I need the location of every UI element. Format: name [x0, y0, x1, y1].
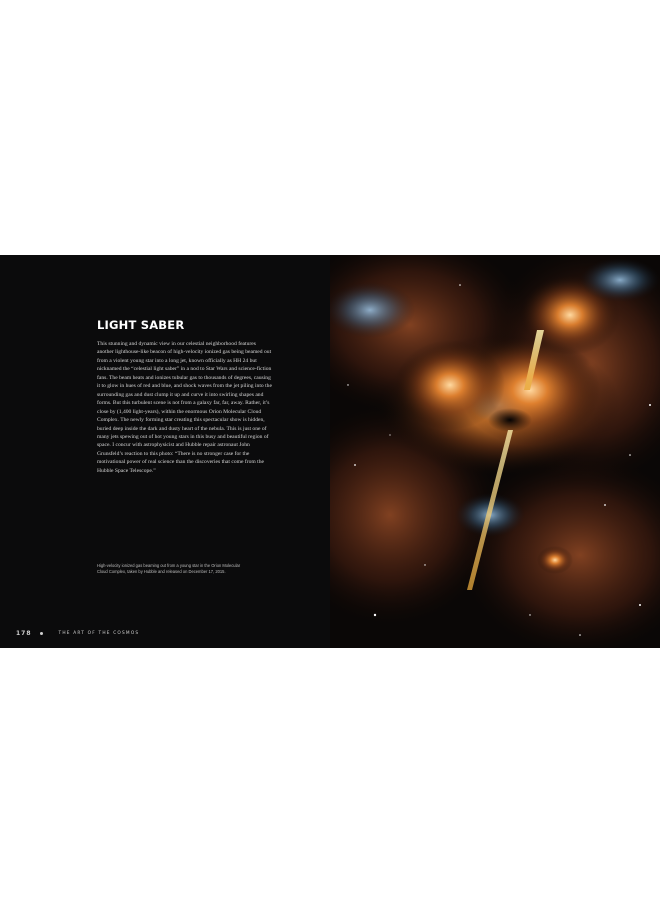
page-footer	[16, 628, 139, 638]
article-title: LIGHT SABER	[97, 318, 185, 332]
page-number: 178	[16, 629, 32, 637]
book-spread	[0, 255, 660, 648]
image-caption: High-velocity ionized gas beaming out from a young star in the Orion Molecular Cloud Complex, taken by Hubble and released on December 17, 2015.	[97, 563, 241, 574]
article-body: This stunning and dynamic view in our celestial neighborhood features another lighthouse-like beacon of high-velocity ionized gas being beamed out from a violent young star into a long jet, known officially as HH 24 but nicknamed the “celestial light saber” in a nod to Star Wars and science-fiction fans. The beam heats and ionizes tubular gas to thousands of degrees, causing it to glow in hues of red and blue, and shock waves from the jet piling into the surrounding gas and dust clump it up and curve it into swirling shapes and forms. But this turbulent scene is not from a galaxy far, far, away. Rather, it’s close by (1,400 light-years), within the enormous Orion Molecular Cloud Complex. The newly forming star creating this spectacular show is hidden, buried deep inside the dark and dusty heart of the nebula. This is just one of many jets spewing out of hot young stars in this busy and beautiful region of space. I concur with astrophysicist and Hubble repair astronaut John Grunsfeld’s reaction to this photo: “There is no stronger case for the motivational power of real science than the discoveries that come from the Hubble Space Telescope.”	[97, 341, 272, 474]
left-page	[0, 255, 330, 648]
footer-separator-dot	[40, 632, 43, 635]
running-book-title: THE ART OF THE COSMOS	[58, 630, 140, 636]
nebula-image	[330, 255, 660, 648]
nebula-photo	[330, 255, 660, 648]
